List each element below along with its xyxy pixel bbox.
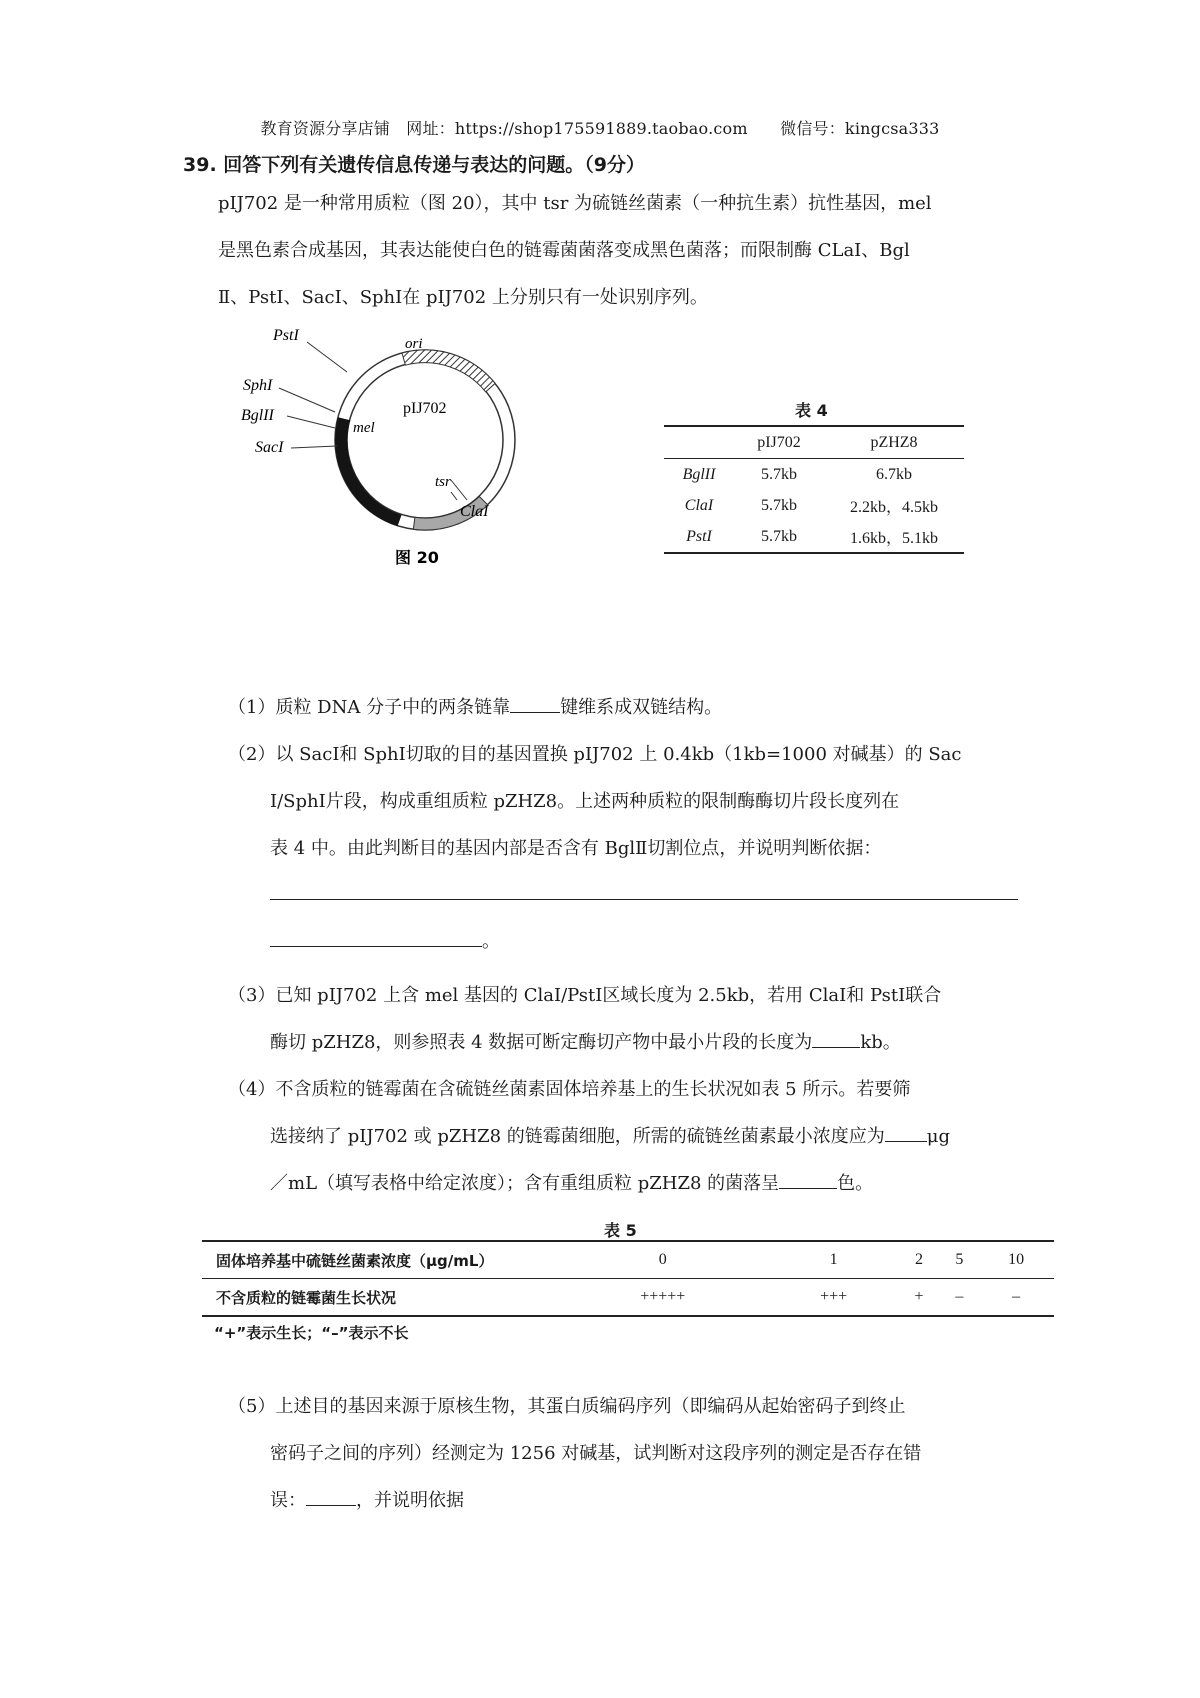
cla-label: ClaI: [460, 503, 489, 520]
answer-line-end: [270, 918, 500, 965]
table-row: [664, 490, 964, 521]
table5-row-label: 固体培养基中硫链丝菌素浓度（μg/mL）: [216, 1251, 494, 1270]
subquestion-4: [228, 1066, 1028, 1207]
sph-pointer: [279, 388, 335, 412]
figure-caption: 图 20: [395, 548, 439, 567]
subquestion-text: 上述目的基因来源于原核生物，其蛋白质编码序列（即编码从起始密码子到终止: [275, 1396, 906, 1417]
table4-cell: 1.6kb，5.1kb: [849, 530, 938, 547]
tsr-pointer: [451, 492, 457, 500]
subquestion-text: 色。: [837, 1173, 874, 1194]
answer-blank: [812, 1029, 860, 1048]
answer-blank: [779, 1170, 837, 1189]
table5-cell: 2: [915, 1251, 924, 1268]
table4-cell: 5.7kb: [761, 465, 797, 483]
subquestion-text: 质粒 DNA 分子中的两条链靠: [275, 697, 511, 718]
intro-line: 是黑色素合成基因，其表达能使白色的链霉菌菌落变成黑色菌落；而限制酶 CLaⅠ、Bgl: [218, 240, 910, 261]
table5-cell: –: [955, 1288, 964, 1305]
subquestion-text: kb。: [860, 1032, 901, 1053]
table5-note: “+”表示生长；“–”表示不长: [214, 1324, 409, 1342]
sac-label: SacI: [255, 439, 284, 456]
table5: [202, 1240, 1054, 1317]
question-intro: [218, 180, 1018, 321]
table-row: [202, 1241, 1054, 1279]
table5-cell: +: [914, 1288, 924, 1305]
bgl-pointer: [287, 416, 335, 428]
subquestion-text: 表 4 中。由此判断目的基因内部是否含有 BglⅡ切割位点，并说明判断依据：: [270, 838, 882, 859]
ori-label: ori: [405, 336, 423, 352]
answer-blank: [306, 1487, 356, 1506]
sph-label: SphI: [243, 377, 273, 394]
subquestion-text: Ⅰ/SphⅠ片段，构成重组质粒 pZHZ8。上述两种质粒的限制酶酶切片段长度列在: [270, 791, 900, 812]
subquestion-number: （3）: [228, 985, 276, 1006]
pst-pointer: [307, 342, 347, 372]
table5-cell: 5: [955, 1251, 964, 1268]
table5-cell: 0: [658, 1251, 667, 1268]
table4-header-cell: pIJ702: [757, 433, 801, 451]
table5-title: 表 5: [604, 1221, 637, 1240]
table5-cell: –: [1012, 1288, 1021, 1305]
sac-pointer: [291, 446, 337, 448]
table4: [664, 425, 964, 554]
table5-cell: +++: [820, 1288, 848, 1305]
table4-header-cell: [664, 426, 734, 459]
table4-cell: PstI: [686, 527, 712, 545]
table4-cell: 2.2kb，4.5kb: [849, 499, 938, 516]
bgl-label: BglII: [241, 407, 274, 424]
table5-cell: +++++: [640, 1288, 686, 1305]
cla-pointer: [451, 480, 467, 500]
plasmid-map-figure: [241, 327, 565, 618]
answer-blank: [885, 1123, 927, 1142]
subquestion-text: 已知 pIJ702 上含 mel 基因的 ClaⅠ/PstⅠ区域长度为 2.5kb，若用 ClaⅠ和 PstⅠ联合: [275, 985, 942, 1006]
answer-blank: [270, 928, 482, 947]
subquestion-number: （5）: [228, 1396, 276, 1417]
table4-cell: 5.7kb: [761, 527, 797, 545]
subquestion-number: （1）: [228, 697, 276, 718]
subquestion-text: 酶切 pZHZ8，则参照表 4 数据可断定酶切产物中最小片段的长度为: [270, 1032, 813, 1053]
subquestion-text: 密码子之间的序列）经测定为 1256 对碱基，试判断对这段序列的测定是否存在错: [270, 1443, 922, 1464]
table4-header-cell: pZHZ8: [870, 433, 918, 451]
table5-cell: 1: [829, 1251, 838, 1268]
subquestion-1: [228, 684, 1028, 731]
answer-line: [270, 899, 1018, 900]
table4-header-row: [664, 426, 964, 459]
subquestion-text: ／mL（填写表格中给定浓度）；含有重组质粒 pZHZ8 的菌落呈: [270, 1173, 780, 1194]
pst-label: PstI: [273, 327, 299, 344]
table4-title: 表 4: [795, 401, 828, 420]
table5-cell: 10: [1008, 1251, 1025, 1268]
table4-cell: 6.7kb: [876, 465, 912, 483]
subquestion-3: [228, 972, 1028, 1066]
intro-line: Ⅱ、PstⅠ、SacⅠ、SphⅠ在 pIJ702 上分别只有一处识别序列。: [218, 287, 708, 308]
page-header: 教育资源分享店铺 网址：https://shop175591889.taobao.com 微信号：kingcsa333: [260, 119, 940, 138]
table-row: [664, 521, 964, 553]
subquestion-text: 以 SacⅠ和 SphⅠ切取的目的基因置换 pIJ702 上 0.4kb（1kb=1000 对碱基）的 Sac: [275, 744, 962, 765]
ori-region: [402, 350, 495, 392]
subquestion-number: （4）: [228, 1079, 276, 1100]
table4-cell: ClaI: [684, 496, 714, 514]
subquestion-text: 选接纳了 pIJ702 或 pZHZ8 的链霉菌细胞，所需的硫链丝菌素最小浓度应为: [270, 1126, 885, 1147]
answer-blank: [510, 694, 560, 713]
subquestion-number: （2）: [228, 744, 276, 765]
subquestion-text: μg: [926, 1126, 951, 1147]
mel-label: mel: [353, 420, 375, 436]
table5-row-label: 不含质粒的链霉菌生长状况: [216, 1288, 397, 1307]
subquestion-text: 键维系成双链结构。: [560, 697, 723, 718]
tsr-label: tsr: [435, 474, 451, 490]
subquestion-text: 不含质粒的链霉菌在含硫链丝菌素固体培养基上的生长状况如表 5 所示。若要筛: [275, 1079, 911, 1100]
subquestion-text: 。: [482, 931, 500, 952]
subquestion-text: 误：: [270, 1490, 306, 1511]
table4-cell: BglII: [682, 465, 716, 483]
question-title: 39. 回答下列有关遗传信息传递与表达的问题。（9分）: [183, 154, 645, 176]
table-row: [202, 1279, 1054, 1317]
subquestion-5: [228, 1383, 1028, 1524]
table-row: [664, 459, 964, 491]
intro-line: pIJ702 是一种常用质粒（图 20），其中 tsr 为硫链丝菌素（一种抗生素）抗性基因，mel: [218, 193, 932, 214]
plasmid-name-label: pIJ702: [403, 400, 447, 417]
subquestion-2: [228, 731, 1028, 872]
subquestion-text: ，并说明依据: [356, 1490, 464, 1511]
table4-cell: 5.7kb: [761, 496, 797, 514]
